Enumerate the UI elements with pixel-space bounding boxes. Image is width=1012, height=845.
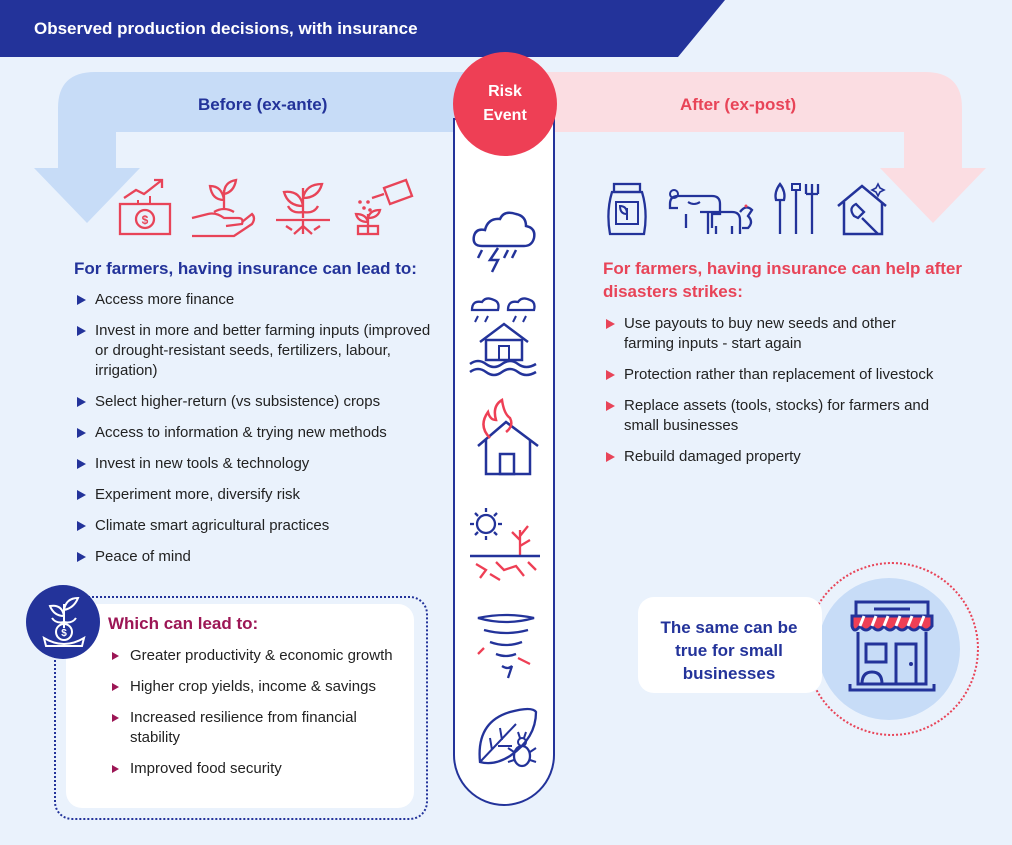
after-heading: For farmers, having insurance can help after disasters strikes: bbox=[603, 259, 963, 301]
list-item: Replace assets (tools, stocks) for farmers and small businesses bbox=[604, 396, 944, 436]
hand-sprout-icon bbox=[190, 178, 256, 238]
list-item: Improved food security bbox=[110, 759, 410, 779]
list-item: Access to information & trying new methods bbox=[75, 423, 435, 443]
money-plant-icon bbox=[38, 594, 90, 652]
farm-tools-icon bbox=[770, 180, 820, 238]
flood-icon bbox=[466, 296, 544, 376]
list-item: Protection rather than replacement of livestock bbox=[604, 365, 944, 385]
pest-icon bbox=[470, 702, 544, 772]
list-item: Invest in more and better farming inputs (improved or drought-resistant seeds, fertilizers, labour, irrigation) bbox=[75, 321, 435, 381]
svg-text:$: $ bbox=[141, 213, 149, 227]
list-item: Experiment more, diversify risk bbox=[75, 485, 435, 505]
before-heading: For farmers, having insurance can lead to: bbox=[74, 259, 417, 278]
drought-icon bbox=[466, 504, 544, 584]
money-growth-icon bbox=[116, 176, 174, 238]
svg-text:$: $ bbox=[61, 628, 67, 639]
small-business-text: The same can be true for small businesses bbox=[660, 618, 798, 683]
seedling-icon bbox=[272, 178, 334, 238]
livestock-icon bbox=[666, 182, 756, 238]
list-item: Higher crop yields, income & savings bbox=[110, 677, 410, 697]
risk-event-line-1: Risk bbox=[488, 83, 522, 100]
watering-can-icon bbox=[350, 176, 416, 238]
seed-bag-icon bbox=[604, 182, 650, 238]
outcomes-heading: Which can lead to: bbox=[108, 614, 259, 633]
tornado-icon bbox=[474, 612, 538, 682]
storm-icon bbox=[468, 206, 544, 276]
shop-icon bbox=[848, 600, 936, 694]
list-item: Select higher-return (vs subsistence) crops bbox=[75, 392, 435, 412]
risk-event-badge bbox=[453, 52, 557, 156]
list-item: Increased resilience from financial stability bbox=[110, 708, 410, 748]
fire-icon bbox=[470, 398, 542, 478]
list-item: Rebuild damaged property bbox=[604, 447, 944, 467]
list-item: Climate smart agricultural practices bbox=[75, 516, 435, 536]
after-benefits-list bbox=[604, 314, 944, 478]
before-benefits-list bbox=[75, 290, 435, 578]
page-title: Observed production decisions, with insurance bbox=[34, 19, 418, 38]
after-label: After (ex-post) bbox=[680, 95, 797, 114]
risk-event-line-2: Event bbox=[483, 107, 527, 124]
list-item: Peace of mind bbox=[75, 547, 435, 567]
house-repair-icon bbox=[834, 178, 892, 238]
before-label: Before (ex-ante) bbox=[198, 95, 328, 114]
list-item: Invest in new tools & technology bbox=[75, 454, 435, 474]
list-item: Use payouts to buy new seeds and other farming inputs - start again bbox=[604, 314, 944, 354]
list-item: Access more finance bbox=[75, 290, 435, 310]
outcomes-list bbox=[110, 646, 410, 790]
list-item: Greater productivity & economic growth bbox=[110, 646, 410, 666]
